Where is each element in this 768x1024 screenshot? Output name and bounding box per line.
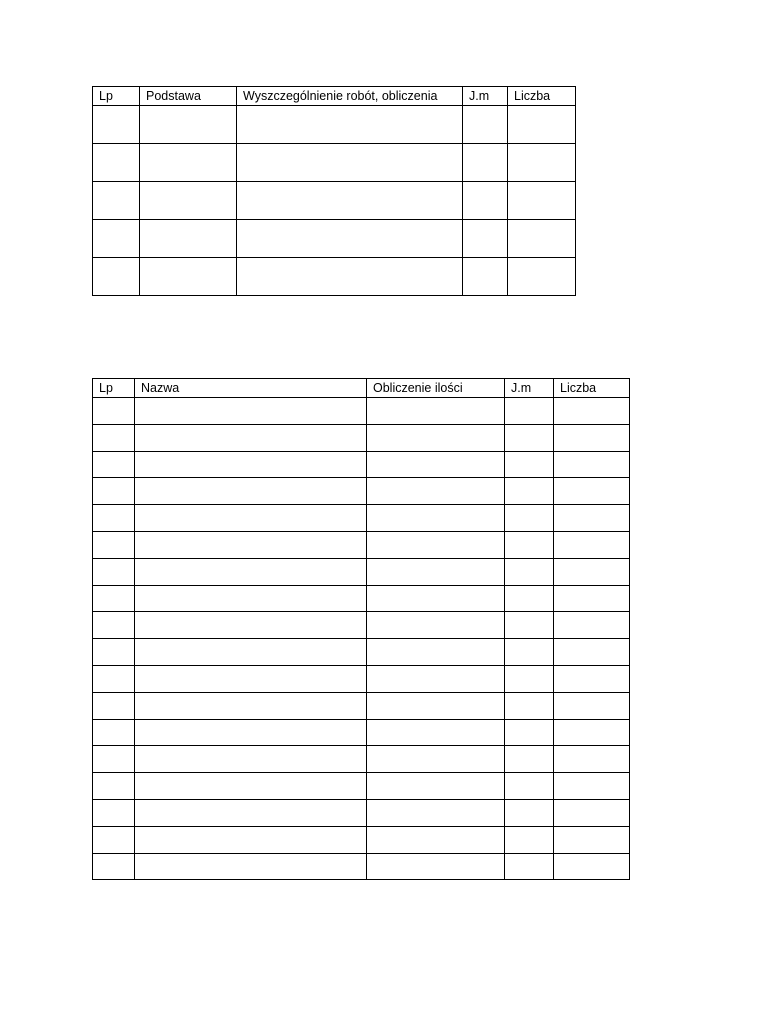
table-cell[interactable] — [93, 558, 135, 585]
table-row — [93, 853, 630, 880]
table-cell[interactable] — [237, 182, 463, 220]
table-row — [93, 773, 630, 800]
table-cell[interactable] — [367, 558, 505, 585]
table-cell[interactable] — [93, 799, 135, 826]
table-cell[interactable] — [367, 531, 505, 558]
table-cell[interactable] — [367, 451, 505, 478]
table-cell[interactable] — [463, 144, 508, 182]
table-cell[interactable] — [135, 505, 367, 532]
table-cell[interactable] — [140, 106, 237, 144]
table-row — [93, 719, 630, 746]
table-cell[interactable] — [135, 746, 367, 773]
table-cell[interactable] — [93, 478, 135, 505]
header-obliczenie-ilosci: Obliczenie ilości — [367, 379, 505, 398]
table-row — [93, 826, 630, 853]
table-cell[interactable] — [237, 106, 463, 144]
table-row — [93, 612, 630, 639]
header-jm: J.m — [505, 379, 554, 398]
table-cell[interactable] — [554, 451, 630, 478]
table-cell[interactable] — [135, 799, 367, 826]
quantity-calculation-table — [92, 378, 630, 880]
header-podstawa: Podstawa — [140, 87, 237, 106]
table-cell[interactable] — [237, 144, 463, 182]
table-cell[interactable] — [508, 220, 576, 258]
table-cell[interactable] — [367, 773, 505, 800]
table-cell[interactable] — [367, 665, 505, 692]
table-cell[interactable] — [367, 505, 505, 532]
table-cell[interactable] — [93, 258, 140, 296]
table-cell[interactable] — [135, 826, 367, 853]
table-body — [93, 106, 576, 296]
table-cell[interactable] — [367, 585, 505, 612]
table-cell[interactable] — [505, 746, 554, 773]
table-cell[interactable] — [367, 424, 505, 451]
table-cell[interactable] — [554, 531, 630, 558]
table-cell[interactable] — [463, 106, 508, 144]
table-row — [93, 220, 576, 258]
table-row — [93, 505, 630, 532]
table-cell[interactable] — [554, 612, 630, 639]
table-cell[interactable] — [135, 612, 367, 639]
table-cell[interactable] — [505, 799, 554, 826]
header-wyszczegolnienie: Wyszczególnienie robót, obliczenia — [237, 87, 463, 106]
table-cell[interactable] — [93, 639, 135, 666]
table-cell[interactable] — [93, 746, 135, 773]
table-cell[interactable] — [505, 719, 554, 746]
table-cell[interactable] — [505, 505, 554, 532]
table-cell[interactable] — [367, 746, 505, 773]
table-cell[interactable] — [93, 182, 140, 220]
table-row — [93, 531, 630, 558]
table-row — [93, 451, 630, 478]
table-row — [93, 585, 630, 612]
table-cell[interactable] — [140, 144, 237, 182]
table-cell[interactable] — [367, 639, 505, 666]
table-cell[interactable] — [505, 639, 554, 666]
table-cell[interactable] — [135, 451, 367, 478]
table-cell[interactable] — [93, 531, 135, 558]
table-header-row — [93, 87, 576, 106]
table-cell[interactable] — [135, 531, 367, 558]
table-row — [93, 106, 576, 144]
table-cell[interactable] — [463, 258, 508, 296]
table-row — [93, 799, 630, 826]
header-lp: Lp — [93, 379, 135, 398]
table-cell[interactable] — [505, 773, 554, 800]
table-cell[interactable] — [140, 182, 237, 220]
table-row — [93, 639, 630, 666]
table-cell[interactable] — [135, 639, 367, 666]
table-row — [93, 692, 630, 719]
table-cell[interactable] — [508, 106, 576, 144]
works-specification-table — [92, 86, 576, 296]
table-cell[interactable] — [554, 719, 630, 746]
table-cell[interactable] — [93, 719, 135, 746]
table-cell[interactable] — [135, 853, 367, 880]
table-cell[interactable] — [140, 258, 237, 296]
table-cell[interactable] — [135, 773, 367, 800]
table-cell[interactable] — [554, 424, 630, 451]
table-cell[interactable] — [237, 220, 463, 258]
header-liczba: Liczba — [554, 379, 630, 398]
table-cell[interactable] — [554, 692, 630, 719]
table-cell[interactable] — [554, 505, 630, 532]
table-cell[interactable] — [554, 639, 630, 666]
table-cell[interactable] — [505, 826, 554, 853]
table-cell[interactable] — [367, 478, 505, 505]
table-cell[interactable] — [508, 258, 576, 296]
table-header-row — [93, 379, 630, 398]
table-row — [93, 478, 630, 505]
table-row — [93, 258, 576, 296]
table-cell[interactable] — [93, 853, 135, 880]
table-cell[interactable] — [505, 558, 554, 585]
table-row — [93, 144, 576, 182]
table-cell[interactable] — [367, 799, 505, 826]
table-cell[interactable] — [237, 258, 463, 296]
table-row — [93, 746, 630, 773]
table-cell[interactable] — [505, 853, 554, 880]
header-nazwa: Nazwa — [135, 379, 367, 398]
table-cell[interactable] — [505, 585, 554, 612]
table-cell[interactable] — [554, 799, 630, 826]
table-cell[interactable] — [93, 106, 140, 144]
table-cell[interactable] — [93, 144, 140, 182]
table-row — [93, 398, 630, 425]
table-cell[interactable] — [505, 398, 554, 425]
table-cell[interactable] — [505, 665, 554, 692]
table-cell[interactable] — [93, 826, 135, 853]
table-cell[interactable] — [505, 451, 554, 478]
table-cell[interactable] — [93, 451, 135, 478]
table-cell[interactable] — [505, 692, 554, 719]
table-cell[interactable] — [135, 478, 367, 505]
table-cell[interactable] — [367, 612, 505, 639]
table-cell[interactable] — [505, 612, 554, 639]
table-cell[interactable] — [93, 398, 135, 425]
table-row — [93, 558, 630, 585]
table-cell[interactable] — [135, 692, 367, 719]
table-cell[interactable] — [505, 424, 554, 451]
table-cell[interactable] — [554, 398, 630, 425]
table-cell[interactable] — [93, 220, 140, 258]
table-cell[interactable] — [93, 612, 135, 639]
table-cell[interactable] — [367, 853, 505, 880]
table-cell[interactable] — [93, 424, 135, 451]
table-cell[interactable] — [135, 398, 367, 425]
table-cell[interactable] — [554, 478, 630, 505]
table-cell[interactable] — [554, 773, 630, 800]
table-cell[interactable] — [367, 398, 505, 425]
table-cell[interactable] — [140, 220, 237, 258]
table-cell[interactable] — [554, 585, 630, 612]
table-cell[interactable] — [367, 692, 505, 719]
table-cell[interactable] — [135, 719, 367, 746]
table-cell[interactable] — [508, 144, 576, 182]
table-cell[interactable] — [505, 478, 554, 505]
table-cell[interactable] — [554, 746, 630, 773]
table-cell[interactable] — [93, 505, 135, 532]
table-cell[interactable] — [135, 665, 367, 692]
table-cell[interactable] — [554, 665, 630, 692]
table-cell[interactable] — [135, 558, 367, 585]
table-cell[interactable] — [93, 692, 135, 719]
table-cell[interactable] — [367, 826, 505, 853]
table-body — [93, 398, 630, 880]
table-row — [93, 182, 576, 220]
table-row — [93, 665, 630, 692]
table-cell[interactable] — [93, 773, 135, 800]
header-liczba: Liczba — [508, 87, 576, 106]
header-jm: J.m — [463, 87, 508, 106]
table-cell[interactable] — [93, 665, 135, 692]
table-cell[interactable] — [505, 531, 554, 558]
table-cell[interactable] — [93, 585, 135, 612]
header-lp: Lp — [93, 87, 140, 106]
table-cell[interactable] — [135, 424, 367, 451]
table-cell[interactable] — [463, 220, 508, 258]
table-cell[interactable] — [554, 558, 630, 585]
table-row — [93, 424, 630, 451]
table-cell[interactable] — [463, 182, 508, 220]
table-cell[interactable] — [554, 853, 630, 880]
table-cell[interactable] — [367, 719, 505, 746]
table-cell[interactable] — [554, 826, 630, 853]
table-cell[interactable] — [508, 182, 576, 220]
table-cell[interactable] — [135, 585, 367, 612]
